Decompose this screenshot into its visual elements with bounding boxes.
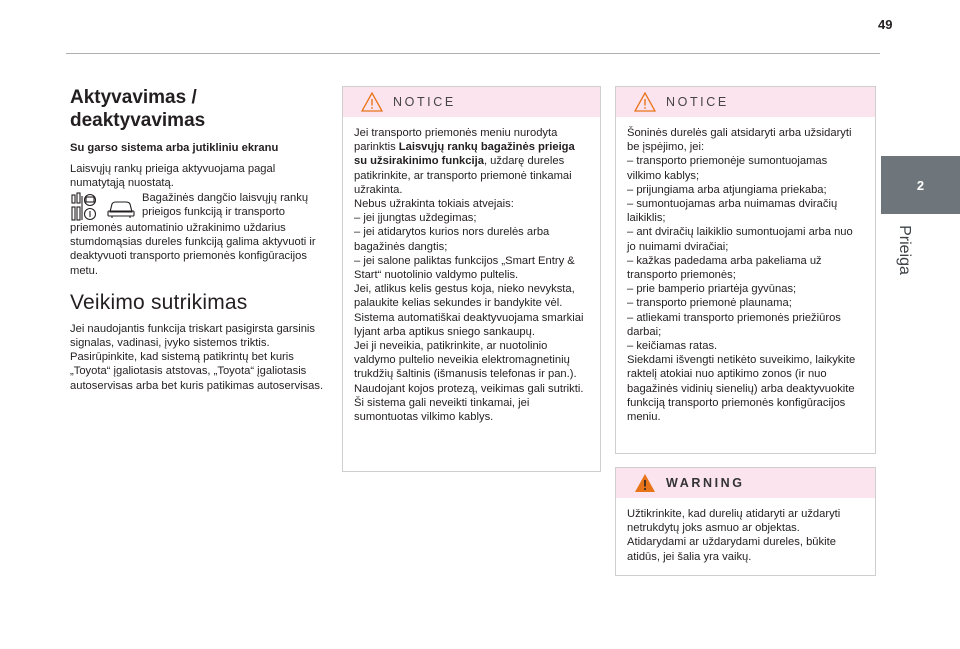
notice-title: NOTICE [666,95,729,109]
notice-line: – jei salone paliktas funkcijos „Smart Entry & Start“ nuotolinio valdymo pultelis. [354,254,575,282]
notice-line: – keičiamas ratas. [627,340,718,353]
notice-line: – atliekami transporto priemonės priežiūros darbai; [627,311,841,338]
notice-box-2 [615,86,876,454]
notice-body [343,117,600,424]
notice-line: Jei ji neveikia, patikrinkite, ar nuotolinio valdymo pultelio neveikia elektromagnetinių trukdžių šaltinis (išmanusis telefonas ir pan.). [354,340,577,381]
notice-line: – sumontuojamas arba nuimamas dviračių laikiklis; [627,198,838,225]
notice-line: Ši sistema gali neveikti tinkamai, jei sumontuotas vilkimo kablys. [354,396,530,424]
notice-line: – transporto priemonė plaunama; [627,297,792,310]
chapter-label-text: Prieiga [896,225,913,275]
settings-grid-icon [70,192,136,222]
notice-line: – kažkas padedama arba pakeliama už transporto priemonės; [627,254,822,282]
notice-text: Jei transporto priemonės meniu nurodyta parinktis [354,127,558,154]
chapter-tab[interactable] [881,156,960,214]
notice-line: Naudojant kojos protezą, veikimas gali sutrikti. [354,382,584,395]
notice-body [616,117,875,424]
notice-line: – transporto priemonėje sumontuojamas vilkimo kablys; [627,155,828,182]
notice-line: – jei atidarytos kurios nors durelės arba bagažinės dangtis; [354,226,550,253]
warning-triangle-filled-icon [634,473,656,493]
header-divider [66,53,880,54]
icon-paragraph [70,191,332,219]
car-icon [108,202,134,218]
warning-title: WARNING [666,476,745,490]
page-number: 49 [878,17,893,32]
main-column [70,86,332,393]
notice-line: – jei įjungtas uždegimas; [354,212,477,225]
notice-title: NOTICE [393,95,456,109]
paragraph-tailgate: Bagažinės dangčio laisvųjų rankų prieigos funkciją ir transporto [142,191,309,218]
warning-line: Užtikrinkite, kad durelių atidaryti ar uždaryti netrukdytų joks asmuo ar objektas. [627,508,841,535]
chapter-label [893,220,915,280]
paragraph-default: Laisvųjų rankų prieiga aktyvuojama pagal numatytąją nuostatą. [70,163,276,190]
warning-triangle-icon [361,92,383,112]
chapter-number: 2 [916,177,925,193]
notice-line: Jei, atlikus kelis gestus koja, nieko nevyksta, palaukite kelias sekundes ir bandykite vėl. [354,283,575,310]
warning-triangle-icon [634,92,656,112]
notice-bold-option: Laisvųjų rankų bagažinės prieiga su užsirakinimo funkcija [354,141,575,168]
warning-line: Atidarydami ar uždarydami dureles, būkite atidūs, jei šalia yra vaikų. [627,536,836,563]
notice-line: Siekdami išvengti netikėto suveikimo, laikykite raktelį atokiai nuo aptikimo zonos (ir nuo bagažinės vidinių sienelių) arba deaktyvuokite funkciją transporto priemonės konfigūracijos meniu. [627,354,856,424]
warning-header [616,468,875,498]
notice-line: Sistema automatiškai deaktyvuojama smarkiai lyjant arba aptikus sniego sankaupų. [354,311,584,338]
notice-line: – prijungiama arba atjungiama priekaba; [627,183,827,196]
paragraph-tailgate-rest: priemonės automatinio užrakinimo uždarius stumdomąsias dureles funkciją galima aktyvuoti ir deaktyvuoti transporto priemonės konfigūracijos metu. [70,222,316,277]
notice-line: – prie bamperio priartėja gyvūnas; [627,283,797,296]
notice-box-1 [342,86,601,472]
section-title-line1: Aktyvavimas / [70,87,197,108]
warning-box [615,467,876,576]
paragraph-malfunction: Jei naudojantis funkcija triskart pasigirsta garsinis signalas, vadinasi, įvyko sistemos triktis. Pasirūpinkite, kad sistemą patikrintų bet kuris „Toyota“ įgaliotasis atstovas, „Toyota“ įgaliotasis autoservisas arba bet kuris patikimas autoservisas. [70,322,324,392]
malfunction-heading: Veikimo sutrikimas [70,290,248,314]
section-title-line2: deaktyvavimas [70,110,206,131]
notice-line: Nebus užrakinta tokiais atvejais: [354,198,514,211]
section-title [70,86,332,132]
subheading: Su garso sistema arba jutikliniu ekranu [70,142,279,154]
notice-line [354,126,589,197]
notice-line: Šoninės durelės gali atsidaryti arba užsidaryti be įspėjimo, jei: [627,127,852,154]
warning-body [616,498,875,564]
notice-header [616,87,875,117]
notice-line: – ant dviračių laikiklio sumontuojami arba nuo jo nuimami dviračiai; [627,226,853,253]
notice-header [343,87,600,117]
notice-text: , uždarę dureles patikrinkite, ar transporto priemonė tinkamai užrakinta. [354,155,572,196]
